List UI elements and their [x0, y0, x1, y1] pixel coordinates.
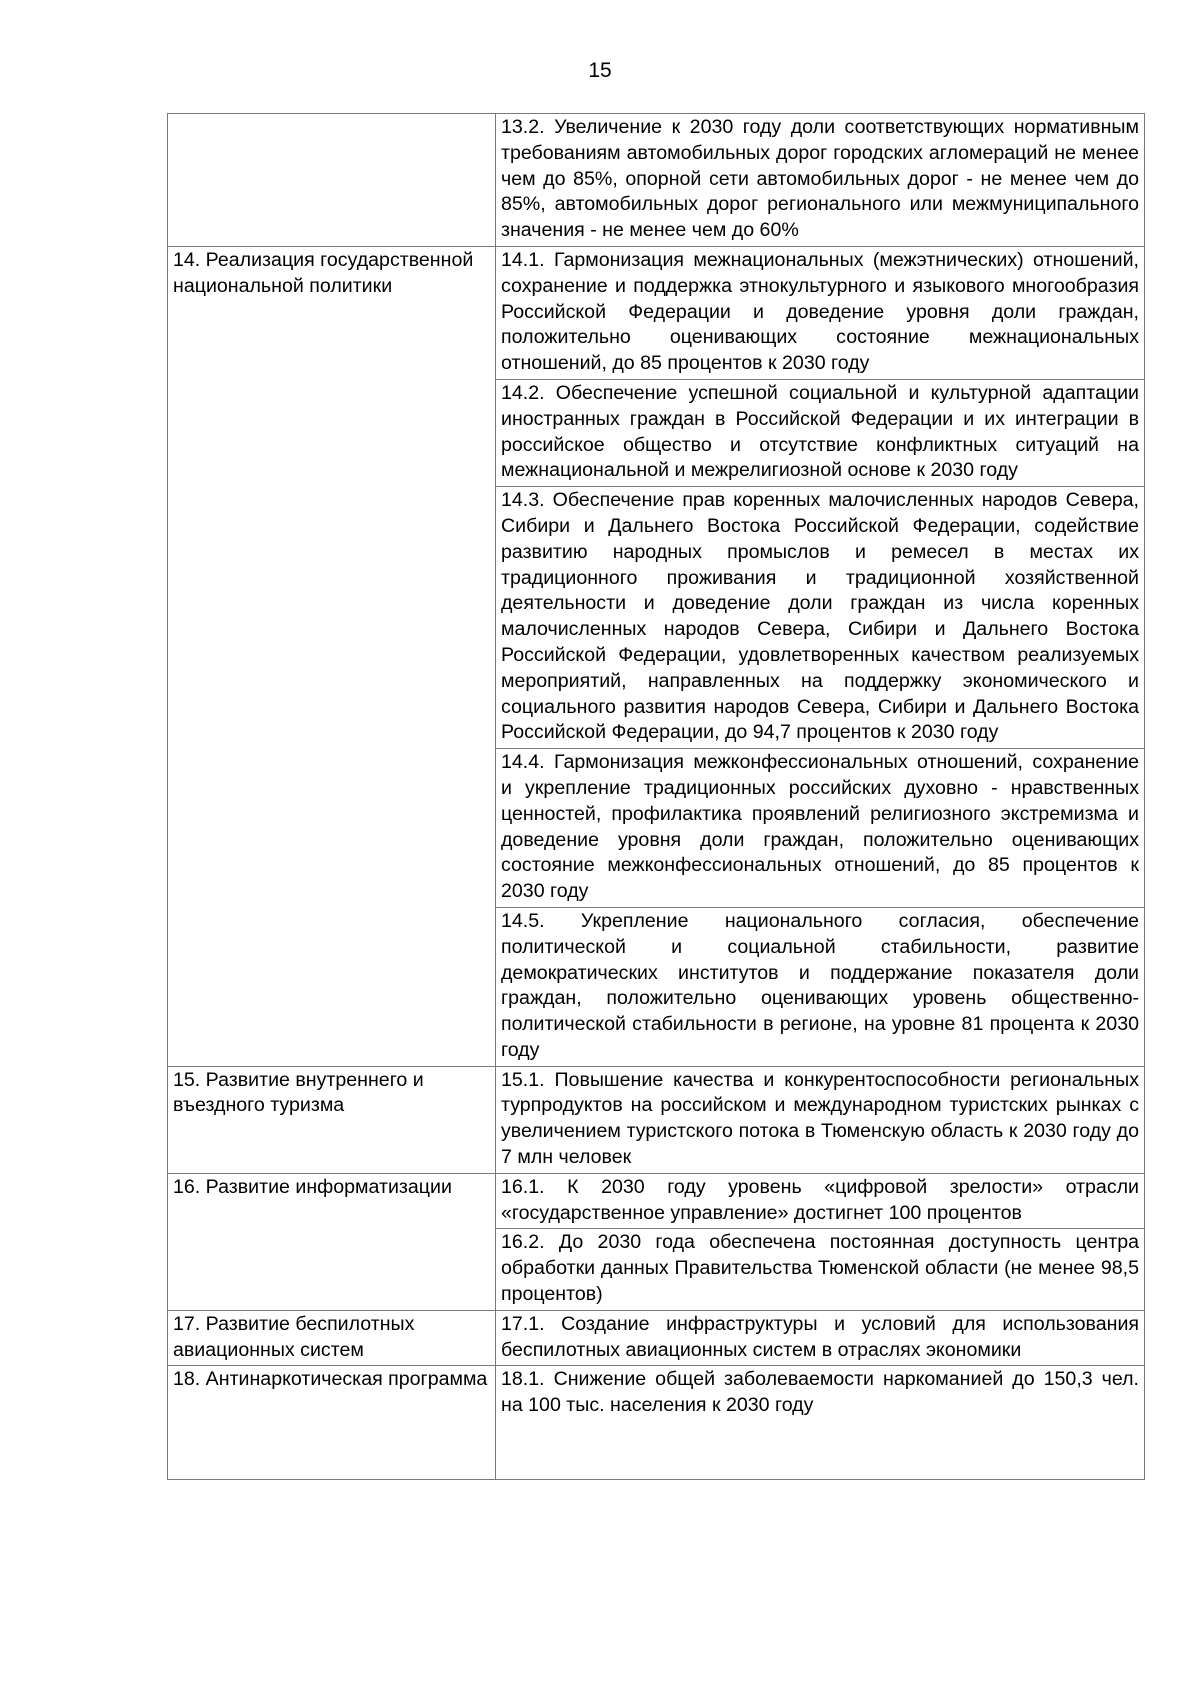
- task-cell-18-1: 18.1. Снижение общей заболеваемости наркоманией до 150,3 чел. на 100 тыс. населения к 2030 году: [496, 1366, 1145, 1480]
- table-row: [168, 114, 1145, 247]
- goal-cell-18: 18. Антинаркотическая программа: [168, 1366, 496, 1480]
- task-cell-16-1: 16.1. К 2030 году уровень «цифровой зрелости» отрасли «государственное управление» достигнет 100 процентов: [496, 1173, 1145, 1229]
- goal-cell-16: 16. Развитие информатизации: [168, 1173, 496, 1310]
- table-row: [168, 1366, 1145, 1480]
- goal-cell-17: 17. Развитие беспилотных авиационных систем: [168, 1310, 496, 1366]
- goal-cell-15: 15. Развитие внутреннего и въездного туризма: [168, 1066, 496, 1173]
- task-cell-14-2: 14.2. Обеспечение успешной социальной и культурной адаптации иностранных граждан в Российской Федерации и их интеграции в российское общество и отсутствие конфликтных ситуаций на межнациональной и межрелигиозной основе к 2030 году: [496, 379, 1145, 486]
- page-number: 15: [588, 59, 612, 82]
- task-cell-15-1: 15.1. Повышение качества и конкурентоспособности региональных турпродуктов на российском и международном туристских рынках с увеличением туристского потока в Тюменскую область к 2030 году до 7 млн человек: [496, 1066, 1145, 1173]
- goal-cell-empty: [168, 114, 496, 247]
- table-row: [168, 1066, 1145, 1173]
- table-row: [168, 1310, 1145, 1366]
- task-cell-14-5: 14.5. Укрепление национального согласия, обеспечение политической и социальной стабильности, развитие демократических институтов и поддержание показателя доли граждан, положительно оценивающих уровень общественно-политической стабильности в регионе, на уровне 81 процента к 2030 году: [496, 907, 1145, 1066]
- task-cell-14-3: 14.3. Обеспечение прав коренных малочисленных народов Севера, Сибири и Дальнего Востока Российской Федерации, содействие развитию народных промыслов и ремесел в местах их традиционного проживания и традиционной хозяйственной деятельности и доведение доли граждан из числа коренных малочисленных народов Севера, Сибири и Дальнего Востока Российской Федерации, удовлетворенных качеством реализуемых мероприятий, направленных на поддержку экономического и социального развития народов Севера, Сибири и Дальнего Востока Российской Федерации, до 94,7 процентов к 2030 году: [496, 487, 1145, 749]
- task-cell-13-2: 13.2. Увеличение к 2030 году доли соответствующих нормативным требованиям автомобильных дорог городских агломераций не менее чем до 85%, опорной сети автомобильных дорог - не менее чем до 85%, автомобильных дорог регионального или межмуниципального значения - не менее чем до 60%: [496, 114, 1145, 247]
- task-cell-16-2: 16.2. До 2030 года обеспечена постоянная доступность центра обработки данных Правительства Тюменской области (не менее 98,5 процентов): [496, 1229, 1145, 1310]
- goal-cell-14: 14. Реализация государственной национальной политики: [168, 246, 496, 1066]
- task-cell-17-1: 17.1. Создание инфраструктуры и условий для использования беспилотных авиационных систем в отраслях экономики: [496, 1310, 1145, 1366]
- table-row: [168, 246, 1145, 379]
- table-row: [168, 1173, 1145, 1229]
- goals-tasks-table: [167, 113, 1145, 1480]
- task-cell-14-1: 14.1. Гармонизация межнациональных (межэтнических) отношений, сохранение и поддержка этнокультурного и языкового многообразия Российской Федерации и доведение уровня доли граждан, положительно оценивающих состояние межнациональных отношений, до 85 процентов к 2030 году: [496, 246, 1145, 379]
- task-cell-14-4: 14.4. Гармонизация межконфессиональных отношений, сохранение и укрепление традиционных российских духовно - нравственных ценностей, профилактика проявлений религиозного экстремизма и доведение уровня доли граждан, положительно оценивающих состояние межконфессиональных отношений, до 85 процентов к 2030 году: [496, 749, 1145, 908]
